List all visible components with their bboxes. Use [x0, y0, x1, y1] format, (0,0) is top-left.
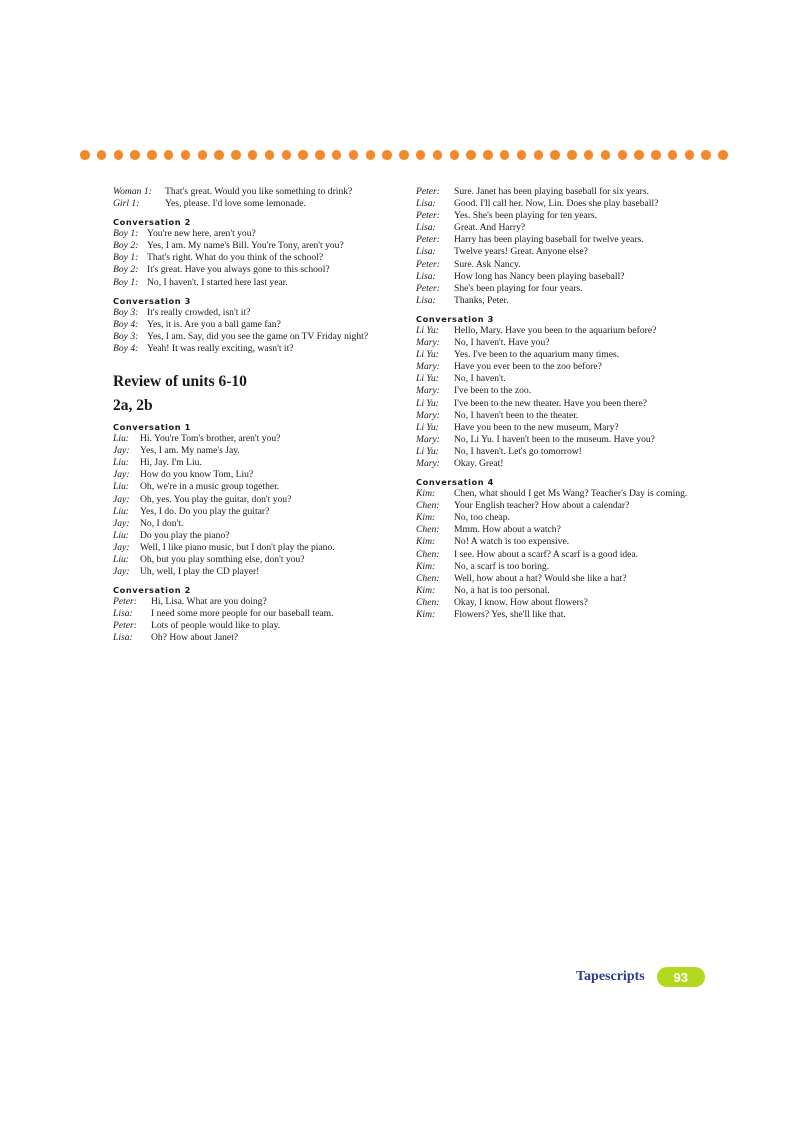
- dialogue-line: [113, 457, 396, 469]
- speaker-name: Boy 3:: [113, 330, 139, 342]
- dialogue-line: [113, 252, 396, 264]
- orange-dot-icon: [466, 150, 476, 160]
- orange-dot-icon: [214, 150, 224, 160]
- speaker-name: Liu:: [113, 457, 129, 469]
- orange-dot-icon: [97, 150, 107, 160]
- orange-dot-icon: [248, 150, 258, 160]
- dialogue-text: How do you know Tom, Liu?: [140, 469, 254, 481]
- dialogue-text: Uh, well, I play the CD player!: [140, 566, 260, 578]
- orange-dot-icon: [198, 150, 208, 160]
- speaker-name: Peter:: [416, 258, 440, 270]
- orange-dot-icon: [483, 150, 493, 160]
- speaker-name: Jay:: [113, 541, 130, 553]
- speaker-name: Jay:: [113, 566, 130, 578]
- dialogue-text: Oh? How about Janet?: [151, 632, 239, 644]
- section-label: Tapescripts: [576, 969, 645, 984]
- dialogue-text: Yes, I do. Do you play the guitar?: [140, 505, 270, 517]
- dialogue-line: [416, 458, 712, 470]
- orange-dot-icon: [668, 150, 678, 160]
- dialogue-line: [113, 264, 396, 276]
- dialogue-text: Harry has been playing baseball for twelve years.: [454, 234, 644, 246]
- dialogue-text: Lots of people would like to play.: [151, 620, 281, 632]
- dialogue-line: [416, 283, 712, 295]
- dialogue-text: No, I haven't. Have you?: [454, 337, 550, 349]
- dialogue-text: Have you ever been to the zoo before?: [454, 361, 602, 373]
- dialogue-line: [113, 518, 396, 530]
- dialogue-text: Yes, please. I'd love some lemonade.: [165, 198, 306, 210]
- conversation-heading: Conversation 3: [113, 295, 191, 306]
- dialogue-text: That's great. Would you like something to drink?: [165, 186, 353, 197]
- speaker-name: Chen:: [416, 596, 440, 608]
- speaker-name: Mary:: [416, 361, 440, 373]
- speaker-name: Kim:: [416, 536, 436, 548]
- dialogue-line: [113, 228, 396, 240]
- dialogue-line: [113, 596, 396, 608]
- dialogue-line: [416, 561, 712, 573]
- speaker-name: Boy 3:: [113, 306, 139, 318]
- speaker-name: Peter:: [416, 282, 440, 294]
- speaker-name: Boy 2:: [113, 264, 139, 276]
- dialogue-text: Hi. You're Tom's brother, aren't you?: [140, 433, 281, 445]
- dialogue-line: [113, 481, 396, 493]
- orange-dot-icon: [601, 150, 611, 160]
- orange-dot-icon: [147, 150, 157, 160]
- speaker-name: Mary:: [416, 337, 440, 349]
- dialogue-line: [416, 597, 712, 609]
- speaker-name: Liu:: [113, 505, 129, 517]
- speaker-name: Li Yu:: [416, 445, 439, 457]
- speaker-name: Kim:: [416, 584, 436, 596]
- speaker-name: Chen:: [416, 548, 440, 560]
- dialogue-text: That's right. What do you think of the school?: [147, 252, 324, 264]
- orange-dot-icon: [181, 150, 191, 160]
- dialogue-line: [416, 385, 712, 397]
- speaker-name: Liu:: [113, 553, 129, 565]
- dialogue-line: [416, 398, 712, 410]
- dialogue-text: You're new here, aren't you?: [147, 228, 256, 240]
- speaker-name: Kim:: [416, 560, 436, 572]
- conversation-heading: Conversation 4: [416, 477, 494, 488]
- dialogue-line: [113, 186, 396, 198]
- speaker-name: Kim:: [416, 512, 436, 524]
- orange-dot-icon: [282, 150, 292, 160]
- orange-dot-icon: [399, 150, 409, 160]
- dialogue-text: Flowers? Yes, she'll like that.: [454, 609, 566, 620]
- orange-dot-icon: [500, 150, 510, 160]
- dialogue-text: Sure. Ask Nancy.: [454, 258, 521, 270]
- speaker-name: Li Yu:: [416, 373, 439, 385]
- orange-dot-icon: [366, 150, 376, 160]
- speaker-name: Peter:: [113, 620, 137, 632]
- right-column: [416, 186, 712, 621]
- orange-dot-icon: [416, 150, 426, 160]
- orange-dot-icon: [80, 150, 90, 160]
- dialogue-text: Mmm. How about a watch?: [454, 524, 561, 536]
- orange-dot-icon: [315, 150, 325, 160]
- orange-dot-icon: [349, 150, 359, 160]
- speaker-name: Kim:: [416, 609, 436, 620]
- left-column: [113, 186, 396, 645]
- speaker-name: Liu:: [113, 529, 129, 541]
- orange-dot-icon: [265, 150, 275, 160]
- speaker-name: Boy 2:: [113, 240, 139, 252]
- dialogue-line: [113, 307, 396, 319]
- speaker-name: Li Yu:: [416, 324, 439, 336]
- speaker-name: Li Yu:: [416, 421, 439, 433]
- speaker-name: Lisa:: [113, 608, 133, 620]
- dialogue-line: [416, 234, 712, 246]
- dialogue-line: [416, 410, 712, 422]
- orange-dot-icon: [618, 150, 628, 160]
- dialogue-text: Oh, but you play somthing else, don't you?: [140, 553, 305, 565]
- dialogue-text: It's great. Have you always gone to this school?: [147, 264, 330, 276]
- dialogue-text: No! A watch is too expensive.: [454, 536, 570, 548]
- orange-dot-icon: [164, 150, 174, 160]
- speaker-name: Lisa:: [416, 222, 436, 234]
- dialogue-text: Yes, I am. My name's Bill. You're Tony, aren't you?: [147, 240, 344, 252]
- dialogue-line: [416, 549, 712, 561]
- dialogue-line: [113, 530, 396, 542]
- dialogue-line: [113, 198, 396, 210]
- dialogue-text: No, a hat is too personal.: [454, 584, 550, 596]
- dialogue-line: [113, 554, 396, 566]
- orange-dot-icon: [298, 150, 308, 160]
- orange-dot-icon: [450, 150, 460, 160]
- dialogue-text: Yes, it is. Are you a ball game fan?: [147, 318, 281, 330]
- dialogue-text: No, I haven't. I started here last year.: [147, 276, 288, 288]
- dialogue-line: [416, 434, 712, 446]
- dialogue-text: Yes. I've been to the aquarium many times.: [454, 349, 620, 361]
- speaker-name: Peter:: [416, 210, 440, 222]
- conversation-heading: Conversation 3: [416, 313, 494, 324]
- dialogue-text: Your English teacher? How about a calendar?: [454, 500, 630, 512]
- speaker-name: Liu:: [113, 481, 129, 493]
- section-subtitle: 2a, 2b: [113, 397, 153, 415]
- speaker-name: Lisa:: [416, 198, 436, 210]
- speaker-name: Lisa:: [113, 632, 133, 644]
- dialogue-text: No, I haven't. Let's go tomorrow!: [454, 445, 582, 457]
- dialogue-text: Yes, I am. Say, did you see the game on TV Friday night?: [147, 330, 369, 342]
- dialogue-line: [113, 506, 396, 518]
- dialogue-line: [416, 446, 712, 458]
- dialogue-line: [416, 361, 712, 373]
- dialogue-line: [113, 542, 396, 554]
- dialogue-text: Hello, Mary. Have you been to the aquarium before?: [454, 324, 657, 336]
- dialogue-text: Okay. Great!: [454, 457, 504, 469]
- dialogue-text: I've been to the new theater. Have you been there?: [454, 397, 647, 409]
- speaker-name: Chen:: [416, 524, 440, 536]
- speaker-name: Boy 4:: [113, 342, 139, 354]
- speaker-name: Boy 4:: [113, 318, 139, 330]
- speaker-name: Jay:: [113, 445, 130, 457]
- dialogue-text: Do you play the piano?: [140, 529, 230, 541]
- page-footer: [576, 967, 705, 987]
- dialogue-line: [113, 494, 396, 506]
- conversation-heading: Conversation 2: [113, 585, 191, 596]
- dialogue-text: No, Li Yu. I haven't been to the museum. Have you?: [454, 433, 655, 445]
- speaker-name: Lisa:: [416, 246, 436, 258]
- dialogue-line: [416, 349, 712, 361]
- dialogue-text: Good. I'll call her. Now, Lin. Does she play baseball?: [454, 198, 659, 210]
- dialogue-line: [113, 343, 396, 355]
- dialogue-text: Yeah! It was really exciting, wasn't it?: [147, 342, 294, 354]
- dialogue-text: No, I haven't been to the theater.: [454, 409, 579, 421]
- speaker-name: Lisa:: [416, 294, 436, 306]
- dialogue-text: Well, I like piano music, but I don't play the piano.: [140, 541, 335, 553]
- conversation-heading: Conversation 1: [113, 422, 191, 433]
- dialogue-line: [416, 259, 712, 271]
- speaker-name: Girl 1:: [113, 198, 140, 210]
- dialogue-line: [113, 566, 396, 578]
- dialogue-line: [113, 433, 396, 445]
- dialogue-line: [416, 609, 712, 621]
- dialogue-text: Sure. Janet has been playing baseball for six years.: [454, 186, 650, 197]
- dialogue-text: No, a scarf is too boring.: [454, 560, 550, 572]
- dialogue-text: Hi, Jay. I'm Liu.: [140, 457, 202, 469]
- dialogue-text: No, I don't.: [140, 517, 184, 529]
- dialogue-line: [113, 469, 396, 481]
- speaker-name: Mary:: [416, 433, 440, 445]
- orange-dot-icon: [231, 150, 241, 160]
- speaker-name: Lisa:: [416, 270, 436, 282]
- decorative-dot-divider: [80, 148, 728, 162]
- orange-dot-icon: [550, 150, 560, 160]
- dialogue-line: [416, 210, 712, 222]
- speaker-name: Kim:: [416, 488, 436, 500]
- dialogue-line: [113, 240, 396, 252]
- dialogue-text: Hi, Lisa. What are you doing?: [151, 596, 267, 608]
- page-number-badge: 93: [657, 967, 705, 987]
- dialogue-line: [113, 331, 396, 343]
- dialogue-line: [416, 198, 712, 210]
- dialogue-text: How long has Nancy been playing baseball?: [454, 270, 625, 282]
- speaker-name: Peter:: [416, 234, 440, 246]
- dialogue-text: Oh, yes. You play the guitar, don't you?: [140, 493, 292, 505]
- section-title: Review of units 6-10: [113, 373, 247, 391]
- speaker-name: Jay:: [113, 517, 130, 529]
- speaker-name: Peter:: [416, 186, 440, 197]
- dialogue-text: Yes, I am. My name's Jay.: [140, 445, 240, 457]
- speaker-name: Mary:: [416, 457, 440, 469]
- dialogue-text: It's really crowded, isn't it?: [147, 306, 251, 318]
- orange-dot-icon: [584, 150, 594, 160]
- orange-dot-icon: [634, 150, 644, 160]
- dialogue-text: Yes. She's been playing for ten years.: [454, 210, 598, 222]
- orange-dot-icon: [567, 150, 577, 160]
- dialogue-line: [416, 271, 712, 283]
- dialogue-line: [416, 422, 712, 434]
- dialogue-line: [113, 319, 396, 331]
- orange-dot-icon: [382, 150, 392, 160]
- speaker-name: Peter:: [113, 596, 137, 608]
- speaker-name: Woman 1:: [113, 186, 152, 197]
- dialogue-text: I need some more people for our baseball team.: [151, 608, 334, 620]
- dialogue-line: [416, 524, 712, 536]
- speaker-name: Boy 1:: [113, 276, 139, 288]
- orange-dot-icon: [651, 150, 661, 160]
- speaker-name: Chen:: [416, 500, 440, 512]
- dialogue-line: [113, 620, 396, 632]
- speaker-name: Boy 1:: [113, 252, 139, 264]
- dialogue-line: [416, 512, 712, 524]
- dialogue-line: [416, 536, 712, 548]
- dialogue-line: [113, 277, 396, 289]
- speaker-name: Liu:: [113, 433, 129, 445]
- dialogue-text: Great. And Harry?: [454, 222, 526, 234]
- dialogue-line: [416, 325, 712, 337]
- speaker-name: Jay:: [113, 469, 130, 481]
- conversation-heading: Conversation 2: [113, 217, 191, 228]
- speaker-name: Mary:: [416, 385, 440, 397]
- speaker-name: Jay:: [113, 493, 130, 505]
- dialogue-line: [416, 222, 712, 234]
- dialogue-line: [416, 295, 712, 307]
- dialogue-text: Okay, I know. How about flowers?: [454, 596, 588, 608]
- dialogue-text: No, I haven't.: [454, 373, 506, 385]
- speaker-name: Li Yu:: [416, 349, 439, 361]
- dialogue-line: [416, 246, 712, 258]
- dialogue-line: [416, 186, 712, 198]
- dialogue-line: [416, 500, 712, 512]
- dialogue-text: Chen, what should I get Ms Wang? Teacher's Day is coming.: [454, 488, 688, 500]
- dialogue-text: Well, how about a hat? Would she like a hat?: [454, 572, 627, 584]
- dialogue-line: [416, 373, 712, 385]
- speaker-name: Mary:: [416, 409, 440, 421]
- dialogue-text: She's been playing for four years.: [454, 282, 583, 294]
- dialogue-text: I see. How about a scarf? A scarf is a good idea.: [454, 548, 639, 560]
- dialogue-text: I've been to the zoo.: [454, 385, 532, 397]
- speaker-name: Chen:: [416, 572, 440, 584]
- dialogue-text: Oh, we're in a music group together.: [140, 481, 280, 493]
- orange-dot-icon: [433, 150, 443, 160]
- speaker-name: Boy 1:: [113, 228, 139, 240]
- orange-dot-icon: [685, 150, 695, 160]
- dialogue-text: Twelve years! Great. Anyone else?: [454, 246, 588, 258]
- orange-dot-icon: [332, 150, 342, 160]
- dialogue-line: [416, 585, 712, 597]
- dialogue-text: Thanks, Peter.: [454, 294, 509, 306]
- dialogue-line: [113, 445, 396, 457]
- dialogue-text: No, too cheap.: [454, 512, 510, 524]
- speaker-name: Li Yu:: [416, 397, 439, 409]
- dialogue-line: [416, 337, 712, 349]
- dialogue-line: [416, 573, 712, 585]
- orange-dot-icon: [718, 150, 728, 160]
- orange-dot-icon: [534, 150, 544, 160]
- orange-dot-icon: [701, 150, 711, 160]
- dialogue-line: [113, 608, 396, 620]
- dialogue-text: Have you been to the new museum, Mary?: [454, 421, 619, 433]
- orange-dot-icon: [130, 150, 140, 160]
- dialogue-line: [113, 632, 396, 644]
- dialogue-line: [416, 488, 712, 500]
- orange-dot-icon: [517, 150, 527, 160]
- orange-dot-icon: [114, 150, 124, 160]
